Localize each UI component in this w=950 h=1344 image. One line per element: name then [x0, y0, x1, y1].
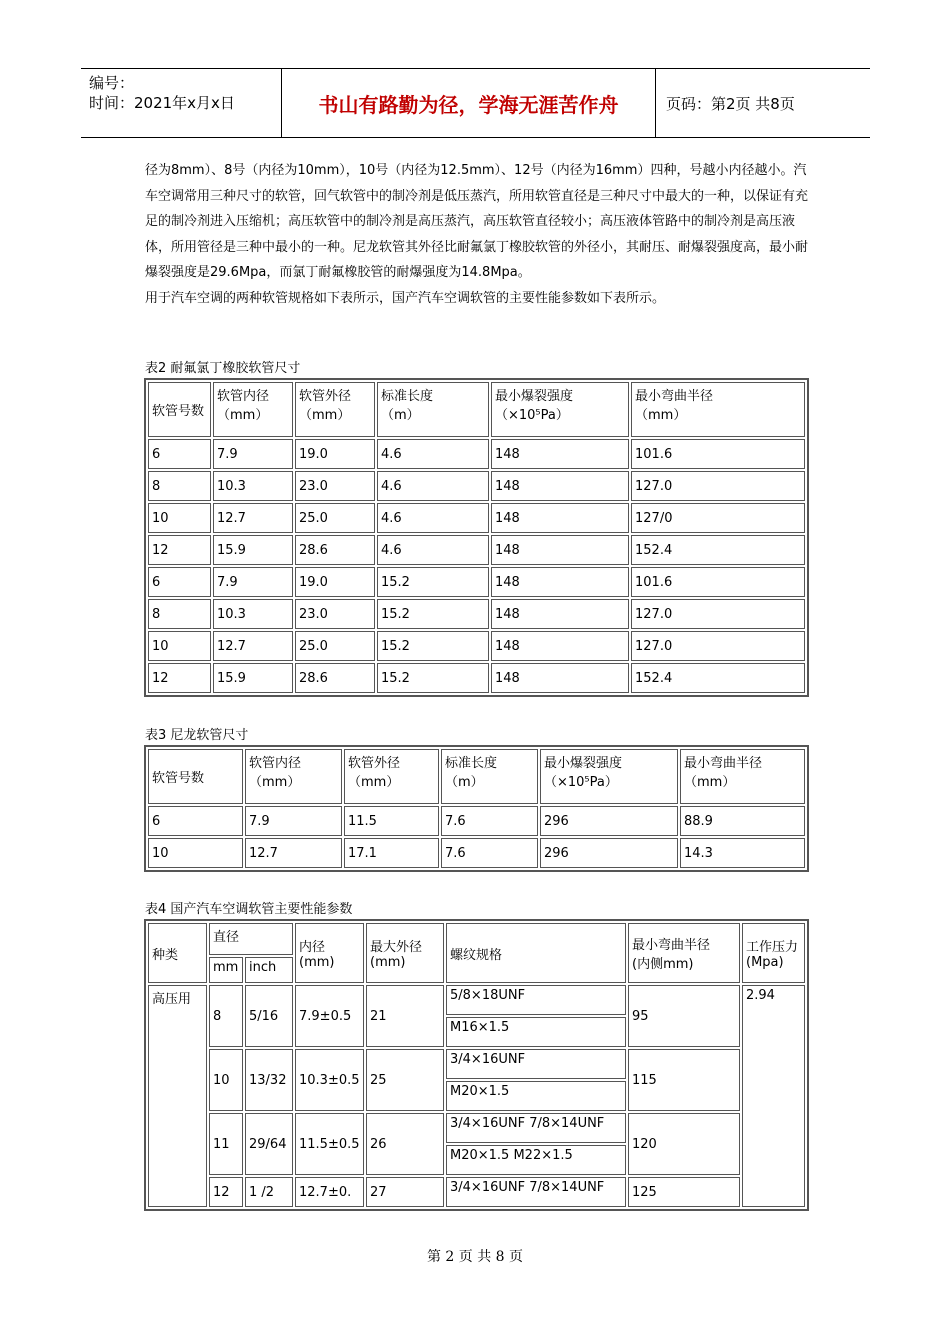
column-header: 最小弯曲半径 （mm）: [631, 382, 805, 437]
table-cell: 15.2: [377, 663, 489, 693]
table-cell: 28.6: [295, 663, 375, 693]
inner-diameter: 12.7±0.: [295, 1177, 364, 1207]
hose-kind: 高压用: [148, 985, 207, 1207]
table-cell: 23.0: [295, 471, 375, 501]
table-cell: 148: [491, 503, 629, 533]
min-bend-radius: 115: [628, 1049, 740, 1111]
table-row: [148, 985, 805, 1015]
table-row: [148, 663, 805, 693]
table-row: [148, 1049, 805, 1079]
table2-caption: 表2 耐氟氯丁橡胶软管尺寸: [145, 361, 301, 376]
table-cell: 6: [148, 567, 211, 597]
column-header: 软管外径 （mm）: [295, 382, 375, 437]
column-header: 标准长度 （m）: [377, 382, 489, 437]
table-cell: 14.3: [680, 838, 805, 868]
table-cell: 10: [148, 838, 243, 868]
table-cell: 10: [148, 503, 211, 533]
min-bend-radius: 95: [628, 985, 740, 1047]
table-cell: 152.4: [631, 535, 805, 565]
column-header: 软管内径 （mm）: [213, 382, 293, 437]
diameter-mm: 11: [209, 1113, 243, 1175]
table-header-row: [148, 382, 805, 437]
table-header-row: [148, 749, 805, 804]
body-text: [145, 158, 813, 312]
table-cell: 25.0: [295, 503, 375, 533]
table-cell: 12.7: [213, 631, 293, 661]
thread-spec: 5/8×18UNF: [446, 985, 626, 1015]
diameter-mm: 8: [209, 985, 243, 1047]
table-cell: 7.6: [441, 806, 538, 836]
inner-diameter: 10.3±0.5: [295, 1049, 364, 1111]
column-header: 软管外径 （mm）: [344, 749, 439, 804]
header-page-number: 页码：第2页 共8页: [666, 94, 795, 113]
table-row: [148, 838, 805, 868]
table-cell: 10: [148, 631, 211, 661]
column-header: 标准长度 （m）: [441, 749, 538, 804]
inner-diameter: 11.5±0.5: [295, 1113, 364, 1175]
table-cell: 148: [491, 631, 629, 661]
t4-header-bend: 最小弯曲半径 (内侧mm): [628, 923, 740, 983]
t4-header-thread: 螺纹规格: [446, 923, 626, 983]
table-cell: 7.9: [213, 567, 293, 597]
table-row: [148, 599, 805, 629]
table-cell: 101.6: [631, 439, 805, 469]
table-cell: 19.0: [295, 567, 375, 597]
table-cell: 8: [148, 599, 211, 629]
table-cell: 15.9: [213, 663, 293, 693]
page-header: [81, 68, 870, 138]
table-cell: 17.1: [344, 838, 439, 868]
table-cell: 148: [491, 439, 629, 469]
table-cell: 148: [491, 535, 629, 565]
table-cell: 296: [540, 806, 678, 836]
table-row: [148, 503, 805, 533]
table-cell: 296: [540, 838, 678, 868]
table-cell: 12.7: [213, 503, 293, 533]
paragraph: 径为8mm）、8号（内径为10mm），10号（内径为12.5mm）、12号（内径为16mm）四种，号越小内径越小。汽车空调常用三种尺寸的软管，回气软管中的制冷剂是低压蒸汽，所用软管直径是三种尺寸中最大的一种，以保证有充足的制冷剂进入压缩机；高压软管中的制冷剂是高压蒸汽，高压软管直径较小；高压液体管路中的制冷剂是高压液体，所用管径是三种中最小的一种。尼龙软管其外径比耐氟氯丁橡胶软管的外径小，其耐压、耐爆裂强度高，最小耐爆裂强度是29.6Mpa，而氯丁耐氟橡胶管的耐爆强度为14.8Mpa。: [145, 163, 809, 281]
paragraph: 用于汽车空调的两种软管规格如下表所示，国产汽车空调软管的主要性能参数如下表所示。: [145, 290, 666, 306]
table-cell: 148: [491, 471, 629, 501]
table-cell: 127.0: [631, 631, 805, 661]
table-cell: 127/0: [631, 503, 805, 533]
document-number: 编号：: [89, 74, 135, 92]
table4-caption: 表4 国产汽车空调软管主要性能参数: [145, 902, 353, 917]
max-outer-diameter: 25: [366, 1049, 444, 1111]
table-cell: 15.2: [377, 567, 489, 597]
table-cell: 4.6: [377, 535, 489, 565]
table4: [144, 919, 809, 1211]
table-cell: 127.0: [631, 599, 805, 629]
table-row: [148, 631, 805, 661]
table-cell: 101.6: [631, 567, 805, 597]
table-cell: 23.0: [295, 599, 375, 629]
min-bend-radius: 120: [628, 1113, 740, 1175]
thread-spec: M20×1.5 M22×1.5: [446, 1145, 626, 1175]
thread-spec: 3/4×16UNF: [446, 1049, 626, 1079]
table-cell: 148: [491, 599, 629, 629]
table3: [144, 745, 809, 872]
table-cell: 12: [148, 535, 211, 565]
table-cell: 4.6: [377, 503, 489, 533]
table-cell: 4.6: [377, 439, 489, 469]
diameter-mm: 10: [209, 1049, 243, 1111]
diameter-mm: 12: [209, 1177, 243, 1207]
header-motto: 书山有路勤为径，学海无涯苦作舟: [282, 69, 656, 137]
column-header: 软管内径 （mm）: [245, 749, 342, 804]
table-cell: 88.9: [680, 806, 805, 836]
table-cell: 12: [148, 663, 211, 693]
t4-header-pressure: 工作压力 (Mpa): [742, 923, 805, 983]
table-cell: 7.9: [213, 439, 293, 469]
max-outer-diameter: 26: [366, 1113, 444, 1175]
min-bend-radius: 125: [628, 1177, 740, 1207]
t4-header-outer: 最大外径 (mm): [366, 923, 444, 983]
table-cell: 11.5: [344, 806, 439, 836]
column-header: 最小爆裂强度 （×10⁵Pa）: [540, 749, 678, 804]
table-cell: 7.6: [441, 838, 538, 868]
diameter-inch: 29/64: [245, 1113, 293, 1175]
t4-header-inch: inch: [245, 957, 293, 983]
page-footer: 第 2 页 共 8 页: [426, 1249, 524, 1265]
table-row: [148, 567, 805, 597]
table-cell: 15.2: [377, 599, 489, 629]
column-header: 最小爆裂强度 （×10⁵Pa）: [491, 382, 629, 437]
t4-header-mm: mm: [209, 957, 243, 983]
column-header: 软管号数: [148, 382, 211, 437]
table-cell: 12.7: [245, 838, 342, 868]
working-pressure: 2.94: [742, 985, 805, 1207]
table-cell: 25.0: [295, 631, 375, 661]
table-row: [148, 1177, 805, 1207]
table-row: [148, 471, 805, 501]
t4-header-inner: 内径 (mm): [295, 923, 364, 983]
table-cell: 19.0: [295, 439, 375, 469]
table-row: [148, 535, 805, 565]
header-meta: [81, 69, 282, 137]
thread-spec: M16×1.5: [446, 1017, 626, 1047]
max-outer-diameter: 27: [366, 1177, 444, 1207]
table-cell: 127.0: [631, 471, 805, 501]
table-row: [148, 1113, 805, 1143]
table-cell: 152.4: [631, 663, 805, 693]
table-row: [148, 439, 805, 469]
table-cell: 148: [491, 663, 629, 693]
thread-spec: 3/4×16UNF 7/8×14UNF: [446, 1113, 626, 1143]
document-date: 时间：2021年x月x日: [89, 94, 235, 112]
table2: [144, 378, 809, 697]
table-cell: 10.3: [213, 471, 293, 501]
max-outer-diameter: 21: [366, 985, 444, 1047]
column-header: 最小弯曲半径 （mm）: [680, 749, 805, 804]
table-cell: 15.2: [377, 631, 489, 661]
table-cell: 15.9: [213, 535, 293, 565]
t4-header-diameter: 直径: [209, 923, 293, 955]
table-cell: 8: [148, 471, 211, 501]
table-cell: 28.6: [295, 535, 375, 565]
table-cell: 4.6: [377, 471, 489, 501]
inner-diameter: 7.9±0.5: [295, 985, 364, 1047]
table-cell: 6: [148, 439, 211, 469]
t4-header-kind: 种类: [148, 923, 207, 983]
table-cell: 6: [148, 806, 243, 836]
column-header: 软管号数: [148, 749, 243, 804]
table-row: [148, 806, 805, 836]
table-cell: 7.9: [245, 806, 342, 836]
diameter-inch: 5/16: [245, 985, 293, 1047]
thread-spec: 3/4×16UNF 7/8×14UNF: [446, 1177, 626, 1207]
thread-spec: M20×1.5: [446, 1081, 626, 1111]
diameter-inch: 13/32: [245, 1049, 293, 1111]
diameter-inch: 1 /2: [245, 1177, 293, 1207]
table3-caption: 表3 尼龙软管尺寸: [145, 728, 249, 743]
table-cell: 148: [491, 567, 629, 597]
table-cell: 10.3: [213, 599, 293, 629]
